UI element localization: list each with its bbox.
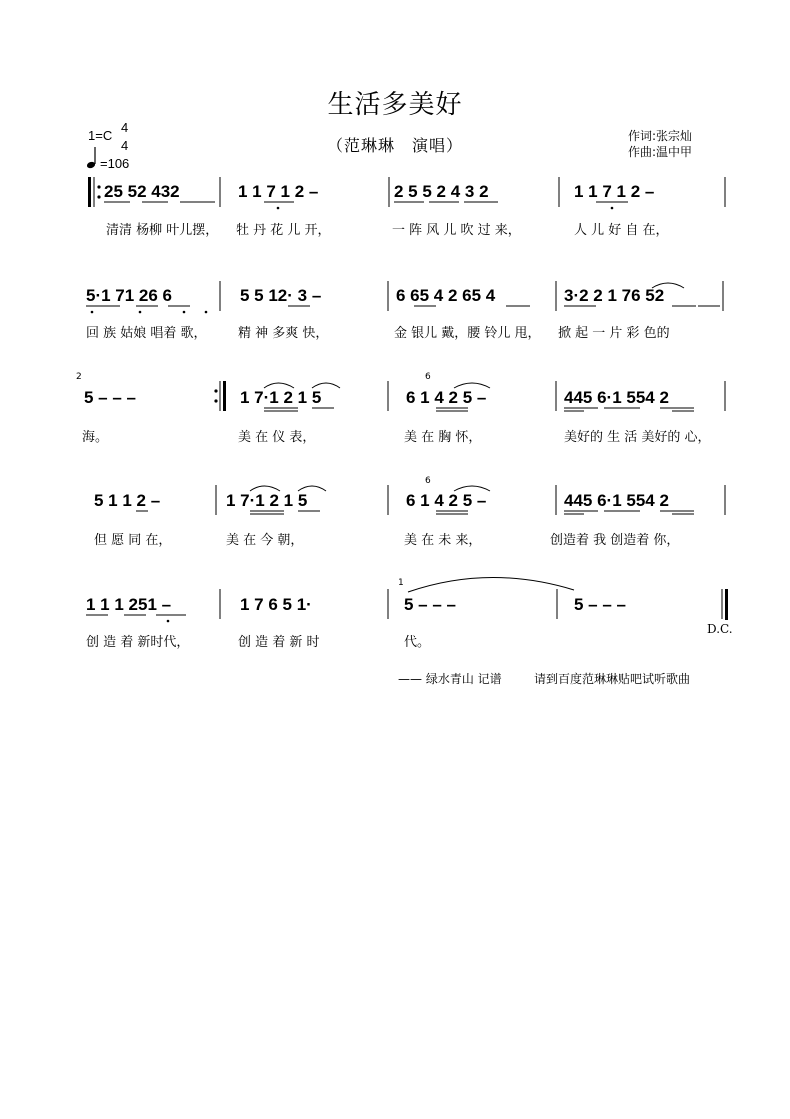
slur-row-2 [650,278,690,290]
measure-lyrics: 掀 起 一 片 彩 色的 [558,326,670,341]
measure-lyrics: 但 愿 同 在， [94,533,172,548]
measure-notes: 5 – – – [84,388,136,407]
measure-notes: 1 7·1 2 1 5 [240,388,322,407]
slurs-row-4 [248,481,368,493]
measure-notes: 1 7·1 2 1 5 [226,491,308,510]
quarter-note-icon [86,146,100,170]
measure-notes: 5 – – – [404,595,456,614]
measure-lyrics: 美 在 今 朝， [226,533,304,548]
measure-lyrics: 金 银儿 戴，腰 铃儿 甩， [394,326,541,341]
grace-note: 1 [398,578,404,588]
measure-lyrics: 美 在 未 来， [404,533,482,548]
measure-lyrics: 回 族 姑娘 唱着 歌， [86,326,207,341]
measure-notes: 1 7 6 5 1· [240,595,312,614]
tempo-marking: =106 [100,156,130,171]
measure-lyrics: 创造着 我 创造着 你， [550,533,680,548]
time-signature-bottom: 4 [121,138,129,153]
tie-row-5 [404,570,584,594]
measure-notes: 6 65 4 2 65 4 [396,286,496,305]
measure-notes: 1 1 7 1 2 – [238,182,319,201]
measure-notes: 445 6·1 554 2 [564,491,669,510]
measure-lyrics: 海。 [82,430,109,445]
measure-lyrics: 美好的 生 活 美好的 心， [564,430,711,445]
measure-notes: 5 5 12· 3 – [240,286,322,305]
song-title: 生活多美好 [327,90,463,120]
transcriber-credit: —— 绿水青山 记谱 [398,672,502,686]
measure-notes: 25 52 432 [104,182,180,201]
underlines-row-1 [88,200,738,214]
measure-notes: 6 1 4 2 5 – [406,491,487,510]
measure-lyrics: 美 在 胸 怀， [404,430,482,445]
measure-lyrics: 美 在 仪 表， [238,430,316,445]
underlines-row-3 [84,406,734,420]
grace-note: 2 [76,372,82,382]
listen-note: 请到百度范琳琳贴吧试听歌曲 [534,672,691,686]
measure-lyrics: 一 阵 风 儿 吹 过 来， [392,223,521,238]
measure-notes: 1 1 1 251 – [86,595,172,614]
slur-row-4b [450,481,500,493]
measure-notes: 5 1 1 2 – [94,491,161,510]
measure-notes: 5·1 71 26 6 [86,286,173,305]
measure-lyrics: 创 造 着 新 时 [238,635,320,650]
slurs-row-3 [262,378,382,390]
singer-credit: （范琳琳 演唱） [326,136,463,155]
underlines-row-4 [84,509,734,523]
measure-notes: 6 1 4 2 5 – [406,388,487,407]
dc-marking: D.C. [707,622,733,636]
underlines-row-2 [84,304,734,318]
measure-lyrics: 代。 [404,635,431,650]
lyricist-credit: 作词:张宗灿 [628,129,693,143]
measure-notes: 5 – – – [574,595,626,614]
grace-note: 6 [425,372,431,382]
key-signature: 1=C [88,128,113,143]
grace-note: 6 [425,476,431,486]
measure-lyrics: 精 神 多爽 快， [238,326,329,341]
measure-lyrics: 人 儿 好 自 在， [574,223,669,238]
underlines-row-5 [84,613,734,627]
measure-lyrics: 牡 丹 花 儿 开， [236,223,331,238]
measure-lyrics: 创 造 着 新时代， [86,635,190,650]
measure-notes: 1 1 7 1 2 – [574,182,655,201]
measure-notes: 3·2 2 1 76 52 [564,286,665,305]
measure-notes: 2 5 5 2 4 3 2 [394,182,489,201]
measure-lyrics: 清清 杨柳 叶儿摆， [106,223,219,238]
composer-credit: 作曲:温中甲 [628,145,693,159]
measure-notes: 445 6·1 554 2 [564,388,669,407]
slur-row-3b [450,378,500,390]
time-signature-top: 4 [121,120,129,135]
